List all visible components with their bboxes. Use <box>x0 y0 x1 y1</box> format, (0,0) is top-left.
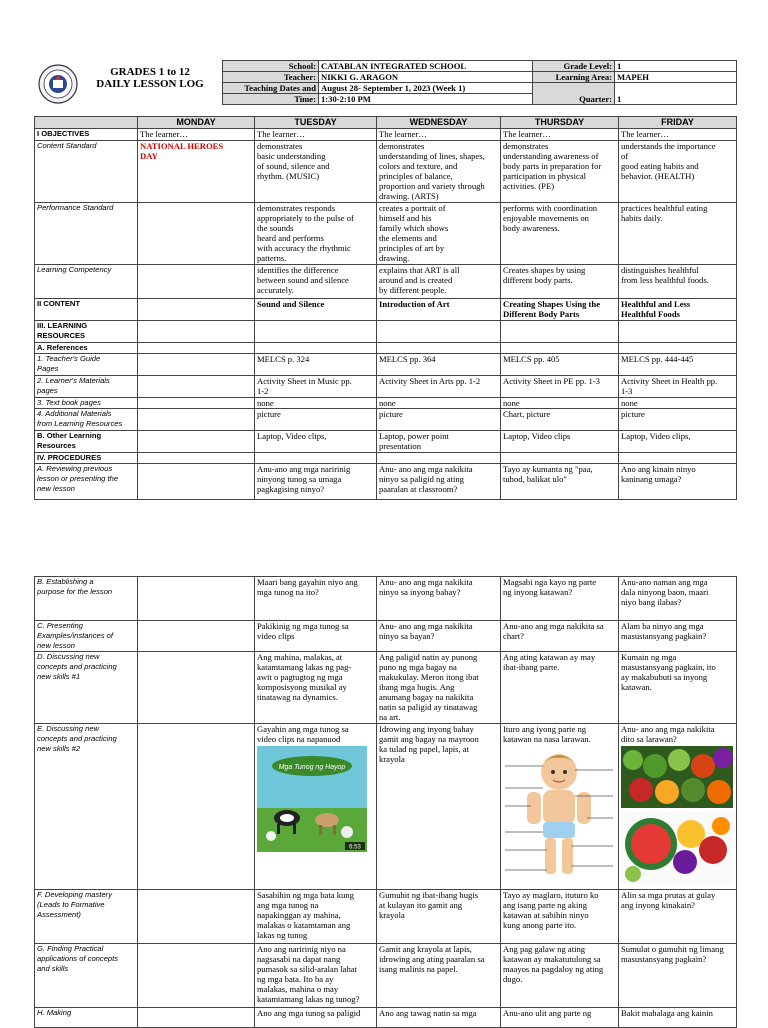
cell <box>377 141 501 203</box>
cell-text: picture <box>379 409 403 419</box>
cell-text: Gamit ang krayola at lapis, idrowing ang ating paaralan sa isang malinis na papel. <box>379 944 485 974</box>
cell-text: Alam ba ninyo ang mga masustansyang pagkain? <box>621 621 707 641</box>
day-header: WEDNESDAY <box>377 117 501 129</box>
cell <box>377 409 501 431</box>
day-header-row <box>35 117 737 129</box>
cell-text: Ang paligid natin ay punong puno ng mga bagay na makukulay. Meron itong ibat ibang mga hugis. Ang anumang bagay na nakikita natin sa paligid ay tinatawag na art. <box>379 652 479 722</box>
cell-text: Sound and Silence <box>257 299 325 309</box>
cell <box>619 299 737 321</box>
video-thumbnail[interactable] <box>257 746 374 854</box>
cell <box>501 621 619 652</box>
lesson-table-page1 <box>34 116 737 500</box>
document-title: GRADES 1 to 12 DAILY LESSON LOG <box>96 66 204 90</box>
cell <box>255 299 377 321</box>
table-row <box>35 343 737 354</box>
cell-text: Anu-ano ang mga naririnig ninyong tunog sa umaga pagkagising ninyo? <box>257 464 351 494</box>
cell <box>377 621 501 652</box>
cell-text: performs with coordination enjoyable movements on body awareness. <box>503 203 598 233</box>
row-label: A. Reviewing previous lesson or presenting the new lesson <box>35 464 138 500</box>
cell <box>501 321 619 343</box>
cell <box>138 398 255 409</box>
cell-text: Gayahin ang mga tunog sa video clips na napanuod <box>257 724 349 744</box>
cell <box>255 944 377 1008</box>
cell <box>619 354 737 376</box>
cell-text: Anu- ano ang mga nakikita ninyo sa inyong bahay? <box>379 577 473 597</box>
row-label: 3. Text book pages <box>35 398 138 409</box>
cell <box>138 1008 255 1028</box>
cell <box>619 577 737 621</box>
table-row <box>35 944 737 1008</box>
cell <box>501 724 619 890</box>
cell <box>501 299 619 321</box>
header-info-table <box>222 60 737 105</box>
cell-text: demonstrates basic understanding of sound, silence and rhythm. (MUSIC) <box>257 141 330 181</box>
cell <box>501 944 619 1008</box>
cell-text: Idrowing ang inyong bahay gamit ang bagay na mayroon ka tulad ng papel, lapis, at krayola <box>379 724 479 764</box>
cell <box>255 141 377 203</box>
cell <box>138 621 255 652</box>
cell-text: Pakikinig ng mga tunog sa video clips <box>257 621 349 641</box>
cell <box>619 321 737 343</box>
table-row <box>35 464 737 500</box>
cell-text: Healthful and Less Healthful Foods <box>621 299 691 319</box>
cell <box>501 343 619 354</box>
cell <box>138 354 255 376</box>
cell <box>255 453 377 464</box>
cell <box>619 431 737 453</box>
cell <box>255 354 377 376</box>
table-row <box>35 129 737 141</box>
cell-text: Ang pag galaw ng ating katawan ay makatutulong sa maayos na pagdaloy ng ating dugo. <box>503 944 604 984</box>
cell <box>619 265 737 299</box>
cell <box>138 890 255 944</box>
cell-text: Creating Shapes Using the Different Body Parts <box>503 299 601 319</box>
cell <box>255 265 377 299</box>
cell-text: Sasabihin ng mga bata kung ang mga tunog na napakinggan ay mahina, malakas o katamtaman ang lakas ng tunog <box>257 890 354 940</box>
cell <box>255 464 377 500</box>
row-label: 2. Learner's Materials pages <box>35 376 138 398</box>
cell-text: MELCS pp. 444-445 <box>621 354 694 364</box>
cell-text: demonstrates understanding awareness of body parts in preparation for participation in physical activities. (PE) <box>503 141 602 191</box>
cell-text: Magsabi nga kayo ng parte ng inyong katawan? <box>503 577 597 597</box>
school-value: CATABLAN INTEGRATED SCHOOL <box>319 61 533 72</box>
row-label: C. Presenting Examples/instances of new lesson <box>35 621 138 652</box>
cell <box>138 652 255 724</box>
cell <box>138 141 255 203</box>
quarter-label: Quarter: <box>533 83 615 105</box>
cell-text: identifies the difference between sound and silence accurately. <box>257 265 349 295</box>
cell <box>377 376 501 398</box>
day-header: FRIDAY <box>619 117 737 129</box>
row-label: IV. PROCEDURES <box>35 453 138 464</box>
row-label: H. Making <box>35 1008 138 1028</box>
cell <box>619 398 737 409</box>
table-row <box>35 376 737 398</box>
cell <box>501 577 619 621</box>
cell <box>138 129 255 141</box>
cell-text: Ituro ang iyong parte ng katawan na nasa larawan. <box>503 724 591 744</box>
cell <box>619 141 737 203</box>
cell-text: Ang ating katawan ay may ibat-ibang parte. <box>503 652 596 672</box>
deped-seal <box>38 64 78 104</box>
cell <box>255 577 377 621</box>
cell <box>255 398 377 409</box>
cell <box>138 265 255 299</box>
cell <box>138 299 255 321</box>
cell-text: Creates shapes by using different body parts. <box>503 265 586 285</box>
cell <box>619 453 737 464</box>
teacher-label: Teacher: <box>223 72 319 83</box>
cell <box>138 453 255 464</box>
cell <box>377 299 501 321</box>
cell <box>619 724 737 890</box>
cell-text: Ano ang kinain ninyo kaninang umaga? <box>621 464 696 484</box>
cell <box>501 354 619 376</box>
cell <box>619 621 737 652</box>
cell <box>377 321 501 343</box>
cell-text: explains that ART is all around and is created by different people. <box>379 265 460 295</box>
table-row <box>35 431 737 453</box>
table-row <box>35 354 737 376</box>
cell-text: Sumulat o gumuhit ng limang masustansyang pagkain? <box>621 944 724 964</box>
dates-value: August 28- September 1, 2023 (Week 1) <box>319 83 533 94</box>
table-row <box>35 265 737 299</box>
cell-text: Laptop, Video clips, <box>257 431 327 441</box>
table-row <box>35 652 737 724</box>
cell-text: understands the importance of good eating habits and behavior. (HEALTH) <box>621 141 716 181</box>
cell <box>377 203 501 265</box>
cell-text: none <box>257 398 274 408</box>
cell-text: MELCS pp. 364 <box>379 354 436 364</box>
table-row <box>35 724 737 890</box>
day-header: MONDAY <box>138 117 255 129</box>
dates-label: Teaching Dates and <box>223 83 319 94</box>
learning-area-label: Learning Area: <box>533 72 615 83</box>
cell-text: Laptop, Video clips <box>503 431 571 441</box>
time-value: 1:30-2:10 PM <box>319 94 533 105</box>
cell-text: Kumain ng mga masustansyang pagkain, ito ay makabubuti sa inyong katawan. <box>621 652 716 692</box>
row-label: 1. Teacher's Guide Pages <box>35 354 138 376</box>
cell <box>619 409 737 431</box>
cell <box>501 464 619 500</box>
cell-text: Maari bang gayahin niyo ang mga tunog na ito? <box>257 577 358 597</box>
table-row <box>35 299 737 321</box>
cell-text: The learner… <box>503 129 551 139</box>
cell-text: demonstrates responds appropriately to the pulse of the sounds heard and performs with accuracy the rhythmic patterns. <box>257 203 354 263</box>
cell <box>138 577 255 621</box>
cell <box>619 944 737 1008</box>
row-label: B. Other Learning Resources <box>35 431 138 453</box>
cell-text: Anu- ano ang mga nakikita ninyo sa bayan? <box>379 621 473 641</box>
cell-text: distinguishes healthful from less healthful foods. <box>621 265 709 285</box>
row-label: E. Discussing new concepts and practicing new skills #2 <box>35 724 138 890</box>
cell-text: The learner… <box>140 129 188 139</box>
row-label: D. Discussing new concepts and practicing new skills #1 <box>35 652 138 724</box>
table-row <box>35 577 737 621</box>
cell <box>501 265 619 299</box>
cell-text: Ano ang naririnig niyo na nagsasabi na dapat nang pumasok sa silid-aralan lahat ng mga bata. Ito ba ay malakas, mahina o may katamtamang lakas ng tunog? <box>257 944 360 1004</box>
cell <box>501 376 619 398</box>
table-row <box>35 1008 737 1028</box>
cell <box>619 1008 737 1028</box>
cell-text: none <box>379 398 396 408</box>
day-header: THURSDAY <box>501 117 619 129</box>
cell <box>377 464 501 500</box>
cell <box>255 890 377 944</box>
teacher-value: NIKKI G. ARAGON <box>319 72 533 83</box>
cell <box>255 343 377 354</box>
cell <box>619 343 737 354</box>
cell <box>377 1008 501 1028</box>
time-label: Time: <box>223 94 319 105</box>
cell <box>501 398 619 409</box>
cell <box>377 453 501 464</box>
table-row <box>35 203 737 265</box>
lesson-table-page2 <box>34 576 737 1028</box>
cell <box>377 343 501 354</box>
table-row <box>35 453 737 464</box>
cell <box>619 129 737 141</box>
cell <box>377 944 501 1008</box>
cell-text: demonstrates understanding of lines, shapes, colors and texture, and principles of balance, proportion and variety through drawing. (ARTS) <box>379 141 485 201</box>
cell-text: Anu- ano ang mga nakikita dito sa larawan? <box>621 724 715 744</box>
cell <box>377 890 501 944</box>
cell <box>501 652 619 724</box>
cell-text: Activity Sheet in Arts pp. 1-2 <box>379 376 481 386</box>
row-label: 4. Additional Materials from Learning Resources <box>35 409 138 431</box>
cell-text: NATIONAL HEROES DAY <box>140 141 224 161</box>
cell <box>255 652 377 724</box>
cell <box>138 321 255 343</box>
cell-text: creates a portrait of himself and his family which shows the elements and principles of art by drawing. <box>379 203 449 263</box>
cell <box>255 129 377 141</box>
cell-text: Ano ang mga tunog sa paligid <box>257 1008 361 1018</box>
row-label: Learning Competency <box>35 265 138 299</box>
row-label: B. Establishing a purpose for the lesson <box>35 577 138 621</box>
video-title: Mga Tunog ng Hayop <box>278 764 346 771</box>
cell-text: picture <box>257 409 281 419</box>
cell <box>501 453 619 464</box>
cell <box>138 464 255 500</box>
cell-text: practices healthful eating habits daily. <box>621 203 708 223</box>
cell <box>255 409 377 431</box>
table-row <box>35 141 737 203</box>
cell-text: Tayo ay kumanta ng "paa, tuhod, balikat ulo" <box>503 464 593 484</box>
row-label: I OBJECTIVES <box>35 129 138 141</box>
school-label: School: <box>223 61 319 72</box>
cell <box>377 354 501 376</box>
cell <box>255 621 377 652</box>
cell-text: The learner… <box>621 129 669 139</box>
cell-text: Anu-ano ang mga nakikita sa chart? <box>503 621 604 641</box>
cell <box>255 431 377 453</box>
table-row <box>35 621 737 652</box>
cell-text: Anu-ano ulit ang parte ng <box>503 1008 592 1018</box>
cell <box>138 343 255 354</box>
cell <box>377 431 501 453</box>
cell <box>255 1008 377 1028</box>
cell-text: Laptop, power point presentation <box>379 431 449 451</box>
body-parts-diagram <box>503 746 616 884</box>
cell-text: Activity Sheet in PE pp. 1-3 <box>503 376 600 386</box>
cell-text: picture <box>621 409 645 419</box>
cell-text: The learner… <box>257 129 305 139</box>
cell <box>501 409 619 431</box>
cell <box>377 652 501 724</box>
cell <box>501 129 619 141</box>
cell-text: MELCS p. 324 <box>257 354 310 364</box>
cell <box>501 1008 619 1028</box>
cell <box>619 890 737 944</box>
cell-text: Anu- ano ang mga nakikita ninyo sa paligid ng ating paaralan at classroom? <box>379 464 473 494</box>
cell <box>501 890 619 944</box>
cell <box>138 203 255 265</box>
cell-text: The learner… <box>379 129 427 139</box>
cell <box>619 652 737 724</box>
cell-text: Bakit mahalaga ang kainin <box>621 1008 713 1018</box>
fruits-vegetables-image <box>621 746 734 886</box>
cell-text: Chart, picture <box>503 409 551 419</box>
quarter-value: 1 <box>615 83 737 105</box>
cell <box>377 129 501 141</box>
cell-text: Ang mahina, malakas, at katamtamang lakas ng pag- awit o pagtugtog ng mga komposisyong musikal ay tinatawag na dynamics. <box>257 652 352 702</box>
cell <box>501 203 619 265</box>
cell <box>138 944 255 1008</box>
table-row <box>35 398 737 409</box>
row-label: F. Developing mastery (Leads to Formative Assessment) <box>35 890 138 944</box>
cell <box>255 724 377 890</box>
cell <box>138 376 255 398</box>
table-row <box>35 890 737 944</box>
cell <box>377 265 501 299</box>
row-label: A. References <box>35 343 138 354</box>
cell <box>255 376 377 398</box>
cell-text: Tayo ay maglaro, ituturo ko ang isang parte ng aking katawan at sabihin ninyo kung anong parte ito. <box>503 890 599 930</box>
blank-header <box>35 117 138 129</box>
cell <box>138 409 255 431</box>
cell-text: Anu-ano naman ang mga dala ninyong baon, maari niyo bang ilabas? <box>621 577 709 607</box>
cell <box>377 577 501 621</box>
row-label: G. Finding Practical applications of concepts and skills <box>35 944 138 1008</box>
cell <box>138 724 255 890</box>
cell-text: none <box>621 398 638 408</box>
cell <box>619 464 737 500</box>
cell-text: Gumuhit ng ibat-ibang hugis at kulayan ito gamit ang krayola <box>379 890 479 920</box>
cell-text: Ano ang tawag natin sa mga <box>379 1008 477 1018</box>
cell <box>619 376 737 398</box>
cell-text: Laptop, Video clips, <box>621 431 691 441</box>
cell-text: MELCS pp. 405 <box>503 354 560 364</box>
cell <box>619 203 737 265</box>
cell-text: Activity Sheet in Music pp. 1-2 <box>257 376 352 396</box>
cell-text: Introduction of Art <box>379 299 450 309</box>
grade-level-label: Grade Level: <box>533 61 615 72</box>
row-label: III. LEARNING RESOURCES <box>35 321 138 343</box>
grade-level-value: 1 <box>615 61 737 72</box>
cell-text: Alin sa mga prutas at gulay ang inyong kinakain? <box>621 890 716 910</box>
cell <box>377 398 501 409</box>
learning-area-value: MAPEH <box>615 72 737 83</box>
video-duration: 6:53 <box>349 844 361 851</box>
table-row <box>35 321 737 343</box>
cell <box>255 321 377 343</box>
cell-text: Activity Sheet in Health pp. 1-3 <box>621 376 718 396</box>
cell <box>501 431 619 453</box>
cell <box>255 203 377 265</box>
cell <box>377 724 501 890</box>
day-header: TUESDAY <box>255 117 377 129</box>
cell <box>138 431 255 453</box>
row-label: II CONTENT <box>35 299 138 321</box>
table-row <box>35 409 737 431</box>
row-label: Content Standard <box>35 141 138 203</box>
row-label: Performance Standard <box>35 203 138 265</box>
cell-text: none <box>503 398 520 408</box>
cell <box>501 141 619 203</box>
